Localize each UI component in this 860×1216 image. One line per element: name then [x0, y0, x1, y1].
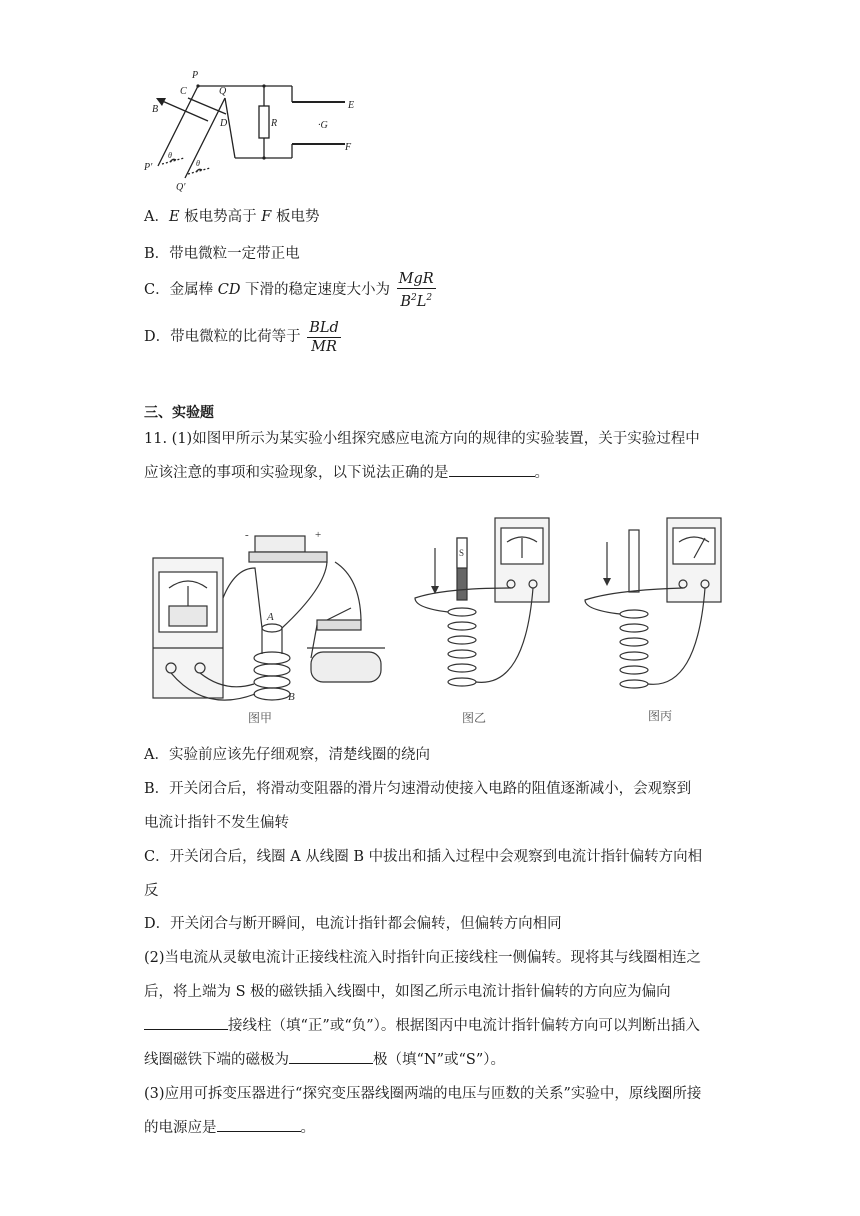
label-E: E: [348, 100, 355, 111]
label-magnet-s: S: [459, 548, 465, 558]
label-R: R: [271, 118, 278, 129]
caption-jia: 图甲: [248, 711, 273, 725]
experiment-figures: [145, 508, 725, 730]
q11-option-d: D．开关闭合与断开瞬间，电流计指针都会偏转，但偏转方向相同: [144, 916, 562, 932]
q10-option-c: C．金属棒 CD 下滑的稳定速度大小为 $\frac{\text{MgR}}{B^2L^2}$: [144, 270, 434, 310]
q11-option-b-line-2: 电流计指针不发生偏转: [144, 815, 289, 831]
label-B: B: [152, 104, 159, 115]
section-title: 三、实验题: [144, 405, 214, 421]
q11-part3-line-2: 的电源应是 。: [144, 1117, 315, 1139]
label-coil-b: B: [288, 691, 295, 703]
q11-stem-line-2: 应该注意的事项和实验现象，以下说法正确的是 。: [144, 462, 549, 484]
label-F: F: [345, 142, 352, 153]
label-plus: +: [315, 529, 322, 541]
answer-blank-1: [449, 462, 535, 477]
fraction-bld-mr: $\frac{\text{BLd}}{MR}$: [309, 319, 339, 355]
q11-part2-line-4: 线圈磁铁下端的磁极为 极（填“N”或“S”）。: [144, 1049, 505, 1071]
label-G: ·G: [318, 120, 328, 131]
label-P: P: [192, 70, 199, 81]
q10-option-b: B．带电微粒一定带正电: [144, 246, 300, 262]
q11-option-c-line-1: C．开关闭合后，线圈 A 从线圈 B 中拔出和插入过程中会观察到电流计指针偏转方向相: [144, 849, 703, 865]
q11-stem-line-1: 11. (1)如图甲所示为某实验小组探究感应电流方向的规律的实验装置，关于实验过程中: [144, 431, 700, 447]
label-minus: -: [245, 529, 249, 541]
q11-part3-line-1: (3)应用可拆变压器进行“探究变压器线圈两端的电压与匝数的关系”实验中，原线圈所接: [144, 1086, 702, 1102]
label-theta-1: θ: [168, 151, 172, 160]
caption-yi: 图乙: [462, 711, 487, 725]
label-Q-prime: Q': [176, 182, 186, 193]
caption-bing: 图丙: [648, 709, 673, 723]
label-C: C: [180, 86, 187, 97]
answer-blank-4: [217, 1117, 301, 1132]
q11-option-b-line-1: B．开关闭合后，将滑动变阻器的滑片匀速滑动使接入电路的阻值逐渐减小，会观察到: [144, 781, 692, 797]
label-P-prime: P': [144, 162, 153, 173]
q11-part2-line-1: (2)当电流从灵敏电流计正接线柱流入时指针向正接线柱一侧偏转。现将其与线圈相连之: [144, 950, 702, 966]
label-D: D: [220, 118, 228, 129]
q10-option-d: D．带电微粒的比荷等于 $\frac{\text{BLd}}{MR}$: [144, 319, 339, 355]
answer-blank-3: [289, 1049, 373, 1064]
fraction-mgr-b2l2: $\frac{\text{MgR}}{B^2L^2}$: [398, 270, 434, 310]
circuit-diagram: [140, 66, 370, 201]
q11-option-c-line-2: 反: [144, 883, 159, 899]
answer-blank-2: [144, 1015, 228, 1030]
q10-option-a: A．E 板电势高于 F 板电势: [144, 209, 320, 225]
q11-part2-line-2: 后，将上端为 S 极的磁铁插入线圈中，如图乙所示电流计指针偏转的方向应为偏向: [144, 984, 671, 1000]
label-Q: Q: [219, 86, 227, 97]
label-theta-2: θ: [196, 159, 200, 168]
label-coil-a: A: [267, 611, 274, 623]
q11-option-a: A．实验前应该先仔细观察，清楚线圈的绕向: [144, 747, 430, 763]
q11-part2-line-3: 接线柱（填“正”或“负”）。根据图丙中电流计指针偏转方向可以判断出插入: [144, 1015, 700, 1037]
